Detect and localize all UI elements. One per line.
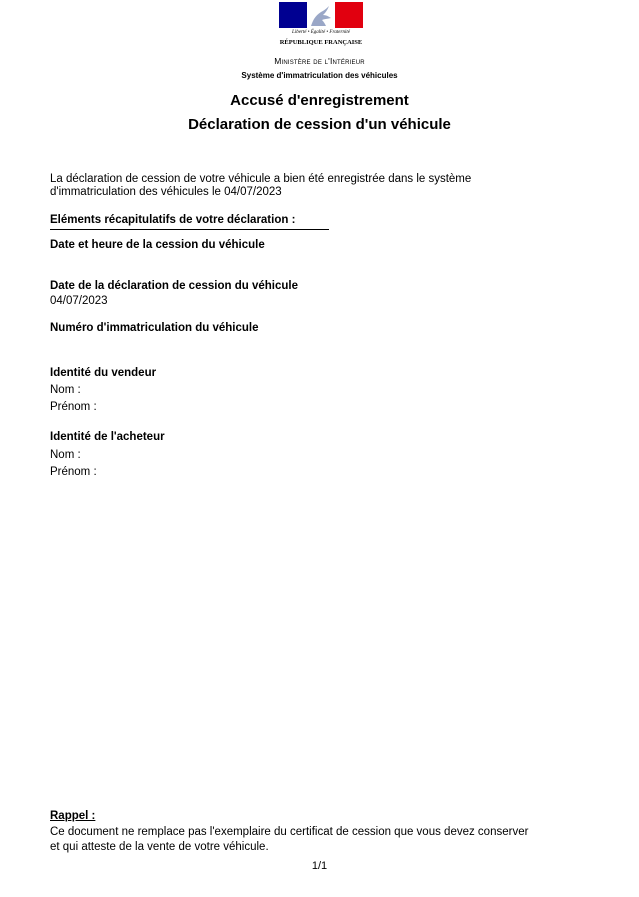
summary-heading: Eléments récapitulatifs de votre déclaration :	[50, 214, 296, 226]
page-title: Accusé d'enregistrement	[230, 92, 409, 109]
republique-francaise-logo	[279, 2, 363, 48]
reminder-line-1: Ce document ne remplace pas l'exemplaire du certificat de cession que vous devez conserver	[50, 826, 529, 838]
summary-heading-underline	[50, 229, 329, 230]
reminder-line-2: et qui atteste de la vente de votre véhicule.	[50, 841, 269, 853]
intro-line-1: La déclaration de cession de votre véhicule a bien été enregistrée dans le système	[50, 173, 472, 185]
seller-prenom: Prénom :	[50, 401, 97, 413]
ministry-name: Ministère de l'Intérieur	[274, 56, 365, 66]
seller-heading: Identité du vendeur	[50, 367, 157, 379]
intro-line-2: d'immatriculation des véhicules le 04/07/2023	[50, 186, 282, 198]
marianne-flag-icon	[279, 2, 363, 28]
buyer-heading: Identité de l'acheteur	[50, 431, 165, 443]
cession-datetime-label: Date et heure de la cession du véhicule	[50, 239, 265, 251]
republic-text: RÉPUBLIQUE FRANÇAISE	[279, 39, 363, 46]
page-number: 1/1	[311, 860, 328, 872]
seller-nom: Nom :	[50, 384, 81, 396]
page-subtitle: Déclaration de cession d'un véhicule	[188, 116, 451, 133]
system-name: Système d'immatriculation des véhicules	[241, 71, 398, 80]
reminder-heading: Rappel :	[50, 810, 96, 822]
declaration-date-label: Date de la déclaration de cession du véhicule	[50, 280, 298, 292]
motto-text: Liberté • Égalité • Fraternité	[292, 30, 350, 35]
declaration-date-value: 04/07/2023	[50, 295, 108, 307]
buyer-nom: Nom :	[50, 449, 81, 461]
buyer-prenom: Prénom :	[50, 466, 97, 478]
registration-number-label: Numéro d'immatriculation du véhicule	[50, 322, 259, 334]
